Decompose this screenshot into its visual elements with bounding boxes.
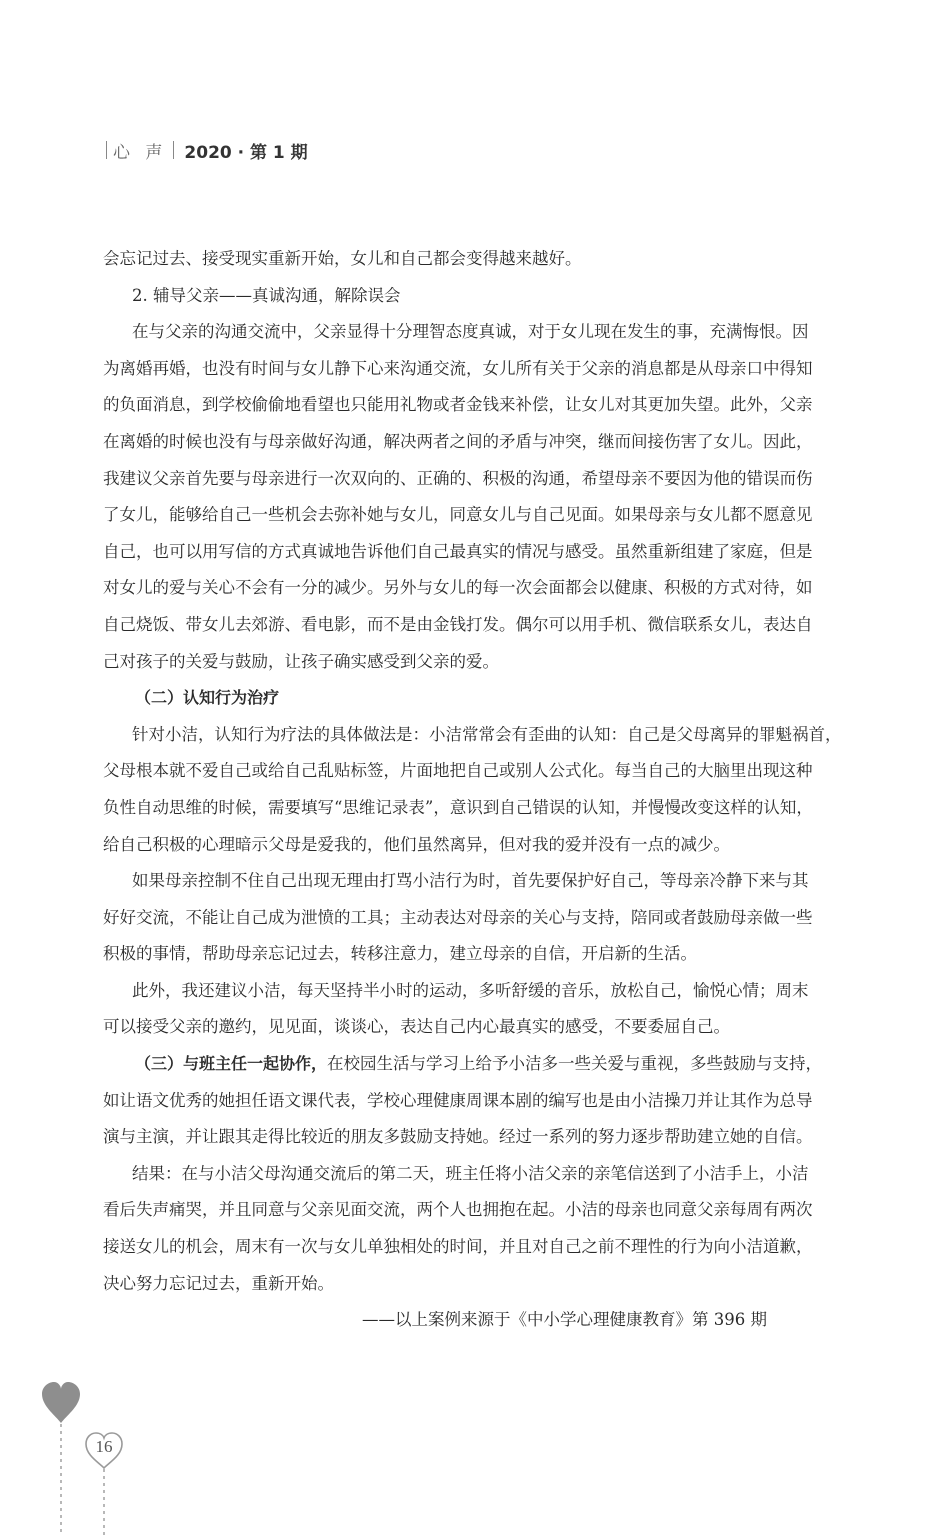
- paragraph-line: 在与父亲的沟通交流中，父亲显得十分理智态度真诚，对于女儿现在发生的事，充满悔恨。因: [132, 322, 809, 342]
- paragraph-line: 好好交流，不能让自己成为泄愤的工具；主动表达对母亲的关心与支持，陪同或者鼓励母亲做一些: [103, 907, 813, 927]
- paragraph-line: 接送女儿的机会，周末有一次与女儿单独相处的时间，并且对自己之前不理性的行为向小洁道歉，: [103, 1237, 813, 1257]
- paragraph-line: 可以接受父亲的邀约，见见面，谈谈心，表达自己内心最真实的感受，不要委屈自己。: [103, 1017, 730, 1037]
- paragraph-line: 自己，也可以用写信的方式真诚地告诉他们自己最真实的情况与感受。虽然重新组建了家庭，但是: [103, 541, 813, 561]
- case-source-citation: ——以上案例来源于《中小学心理健康教育》第 396 期: [362, 1310, 767, 1330]
- paragraph-line: 我建议父亲首先要与母亲进行一次双向的、正确的、积极的沟通，希望母亲不要因为他的错误而伤: [103, 468, 813, 488]
- paragraph-line: 在离婚的时候也没有与母亲做好沟通，解决两者之间的矛盾与冲突，继而间接伤害了女儿。因此，: [103, 431, 813, 451]
- paragraph-line: [103, 1046, 823, 1083]
- paragraph-line: 给自己积极的心理暗示父母是爱我的，他们虽然离异，但对我的爱并没有一点的减少。: [103, 834, 730, 854]
- section-heading-teacher: （三）与班主任一起协作，: [135, 1054, 328, 1074]
- page-number: 16: [95, 1437, 113, 1456]
- running-header: [100, 138, 308, 162]
- paragraph-line: 演与主演，并让跟其走得比较近的朋友多鼓励支持她。经过一系列的努力逐步帮助建立她的自信。: [103, 1127, 813, 1147]
- header-divider: [106, 141, 107, 159]
- paragraph-line: 结果：在与小洁父母沟通交流后的第二天，班主任将小洁父亲的亲笔信送到了小洁手上，小洁: [132, 1163, 809, 1183]
- heart-decoration: [0, 1380, 140, 1535]
- paragraph-line: 积极的事情，帮助母亲忘记过去，转移注意力，建立母亲的自信，开启新的生活。: [103, 944, 697, 964]
- article-body: [103, 241, 842, 1339]
- section-heading-cbt: （二）认知行为治疗: [135, 688, 280, 708]
- large-heart-icon: [42, 1382, 80, 1423]
- paragraph-line: 如果母亲控制不住自己出现无理由打骂小洁行为时，首先要保护好自己，等母亲冷静下来与其: [132, 871, 809, 891]
- issue-label: 2020 · 第 1 期: [184, 142, 308, 163]
- paragraph-line: 了女儿，能够给自己一些机会去弥补她与女儿，同意女儿与自己见面。如果母亲与女儿都不愿意见: [103, 505, 813, 525]
- magazine-name: 心 声: [113, 142, 168, 163]
- header-divider: [173, 141, 174, 159]
- section-heading-father: 2. 辅导父亲——真诚沟通，解除误会: [132, 285, 401, 305]
- paragraph-line: 对女儿的爱与关心不会有一分的减少。另外与女儿的每一次会面都会以健康、积极的方式对待，如: [103, 578, 813, 598]
- paragraph-line: 如让语文优秀的她担任语文课代表，学校心理健康周课本剧的编写也是由小洁操刀并让其作为总导: [103, 1090, 813, 1110]
- paragraph-line: 看后失声痛哭，并且同意与父亲见面交流，两个人也拥抱在起。小洁的母亲也同意父亲每周有两次: [103, 1200, 813, 1220]
- paragraph-line: 为离婚再婚，也没有时间与女儿静下心来沟通交流，女儿所有关于父亲的消息都是从母亲口中得知: [103, 358, 813, 378]
- paragraph-line: 针对小洁，认知行为疗法的具体做法是：小洁常常会有歪曲的认知：自己是父母离异的罪魁祸首，: [132, 724, 842, 744]
- paragraph-line: 父母根本就不爱自己或给自己乱贴标签，片面地把自己或别人公式化。每当自己的大脑里出现这种: [103, 761, 813, 781]
- paragraph-text: 在校园生活与学习上给予小洁多一些关爱与重视，多些鼓励与支持，: [327, 1054, 823, 1074]
- paragraph-line: 的负面消息，到学校偷偷地看望也只能用礼物或者金钱来补偿，让女儿对其更加失望。此外，父亲: [103, 395, 813, 415]
- paragraph-line: 决心努力忘记过去，重新开始。: [103, 1273, 334, 1293]
- paragraph-line: 此外，我还建议小洁，每天坚持半小时的运动，多听舒缓的音乐，放松自己，愉悦心情；周末: [132, 980, 809, 1000]
- paragraph-line: 会忘记过去、接受现实重新开始，女儿和自己都会变得越来越好。: [103, 249, 582, 268]
- paragraph-line: 己对孩子的关爱与鼓励，让孩子确实感受到父亲的爱。: [103, 651, 499, 671]
- paragraph-line: 负性自动思维的时候，需要填写“思维记录表”，意识到自己错误的认知，并慢慢改变这样的认知，: [103, 797, 813, 817]
- paragraph-line: 自己烧饭、带女儿去郊游、看电影，而不是由金钱打发。偶尔可以用手机、微信联系女儿，表达自: [103, 614, 813, 634]
